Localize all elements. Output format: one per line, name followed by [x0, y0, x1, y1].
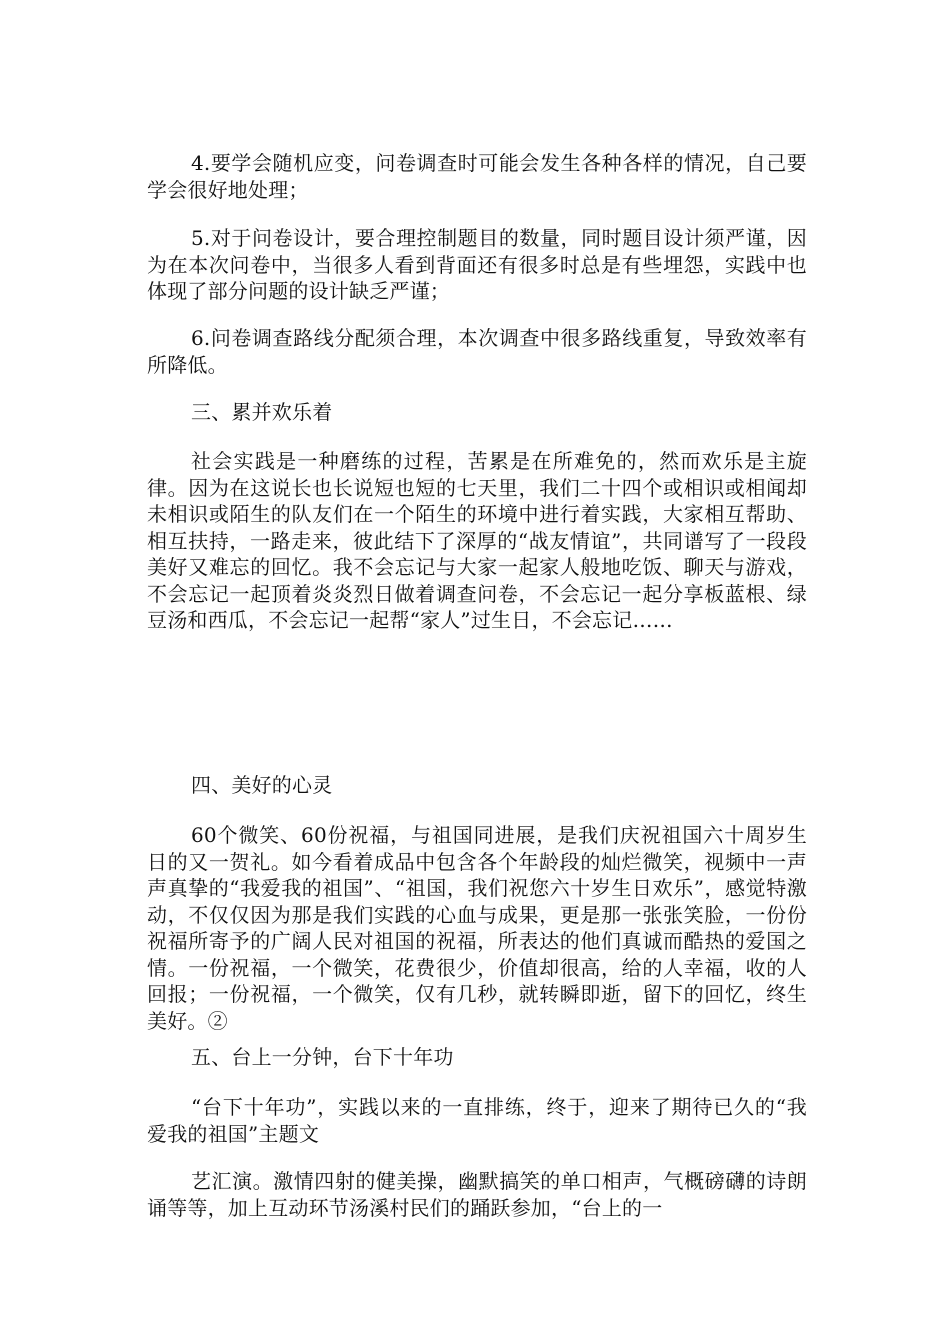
paragraph-section-4: 60个微笑、60份祝福，与祖国同进展，是我们庆祝祖国六十周岁生日的又一贺礼。如今看着成品中包含各个年龄段的灿烂微笑，视频中一声声真挚的“我爱我的祖国”、“祖国，我们祝您六十岁生日欢乐”，感觉特激动，不仅仅因为那是我们实践的心血与成果，更是那一张张笑脸，一份份祝福所寄予的广阔人民对祖国的祝福，所表达的他们真诚而酷热的爱国之情。一份祝福，一个微笑，花费很少，价值却很高，给的人幸福，收的人回报；一份祝福，一个微笑，仅有几秒，就转瞬即逝，留下的回忆，终生美好。②	[147, 823, 807, 1033]
paragraph-section-3: 社会实践是一种磨练的过程，苦累是在所难免的，然而欢乐是主旋律。因为在这说长也长说短也短的七天里，我们二十四个或相识或相闻却未相识或陌生的队友们在一个陌生的环境中进行着实践，大家相互帮助、相互扶持，一路走来，彼此结下了深厚的“战友情谊”，共同谱写了一段段美好又难忘的回忆。我不会忘记与大家一起家人般地吃饭、聊天与游戏，不会忘记一起顶着炎炎烈日做着调查问卷，不会忘记一起分享板蓝根、绿豆汤和西瓜，不会忘记一起帮“家人”过生日，不会忘记……	[147, 449, 807, 632]
paragraph-item-4: 4.要学会随机应变，问卷调查时可能会发生各种各样的情况，自己要学会很好地处理；	[147, 151, 807, 202]
paragraph-item-5: 5.对于问卷设计，要合理控制题目的数量，同时题目设计须严谨，因为在本次问卷中，当很多人看到背面还有很多时总是有些埋怨，实践中也体现了部分问题的设计缺乏严谨；	[147, 226, 807, 303]
paragraph-item-6: 6.问卷调查路线分配须合理，本次调查中很多路线重复，导致效率有所降低。	[147, 326, 807, 377]
paragraph-section-5-part1: “台下十年功”，实践以来的一直排练，终于，迎来了期待已久的“我爱我的祖国”主题文	[147, 1095, 807, 1146]
section-heading-5: 五、台上一分钟，台下十年功	[191, 1045, 454, 1069]
section-heading-3: 三、累并欢乐着	[191, 400, 333, 424]
paragraph-section-5-part2: 艺汇演。激情四射的健美操，幽默搞笑的单口相声，气概磅礴的诗朗诵等等，加上互动环节汤溪村民们的踊跃参加，“台上的一	[147, 1169, 807, 1220]
section-heading-4: 四、美好的心灵	[191, 773, 333, 797]
